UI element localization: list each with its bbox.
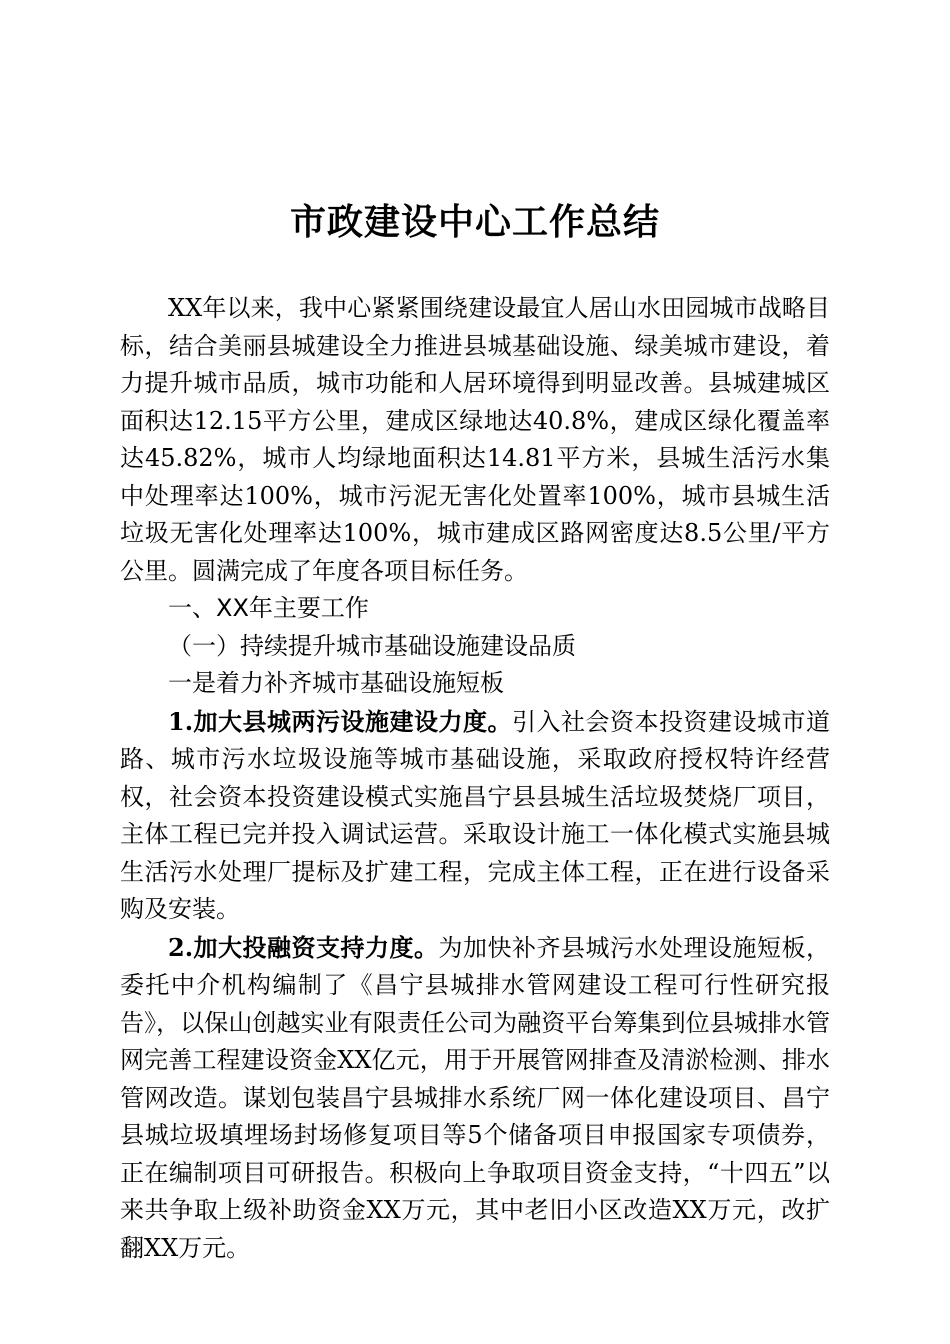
item-1-lead: 1.加大县城两污设施建设力度。 — [168, 706, 513, 736]
item-1-text: 引入社会资本投资建设城市道路、城市污水垃圾设施等城市基础设施，采取政府授权特许经营权，社会资本投资建设模式实施昌宁县县城生活垃圾焚烧厂项目，主体工程已完并投入调试运营。采取设计施工一体化模式实施县城生活污水处理厂提标及扩建工程，完成主体工程，正在进行设备采购及安装。 — [120, 707, 831, 923]
subsection-heading: （一）持续提升城市基础设施建设品质 — [168, 631, 576, 660]
item-2-lead: 2.加大投融资支持力度。 — [168, 932, 439, 962]
document-body — [120, 290, 830, 1267]
intro-paragraph: XX年以来，我中心紧紧围绕建设最宜人居山水田园城市战略目标，结合美丽县城建设全力推进县城基础设施、绿美城市建设，着力提升城市品质，城市功能和人居环境得到明显改善。县城建城区面积达12.15平方公里，建成区绿地达40.8%，建成区绿化覆盖率达45.82%，城市人均绿地面积达14.81平方米，县城生活污水集中处理率达100%，城市污泥无害化处置率100%，城市县城生活垃圾无害化处理率达100%，城市建成区路网密度达8.5公里/平方公里。圆满完成了年度各项目标任务。 — [120, 294, 830, 585]
item-2-paragraph — [120, 929, 830, 1268]
point-heading: 一是着力补齐城市基础设施短板 — [168, 669, 504, 697]
item-1-paragraph — [120, 703, 830, 929]
document-title: 市政建设中心工作总结 — [289, 201, 660, 243]
section-heading: 一、XX年主要工作 — [168, 594, 369, 622]
item-2-text: 为加快补齐县城污水处理设施短板，委托中介机构编制了《昌宁县城排水管网建设工程可行性研究报告》，以保山创越实业有限责任公司为融资平台筹集到位县城排水管网完善工程建设资金XX亿元，用于开展管网排查及清淤检测、排水管网改造。谋划包装昌宁县城排水系统厂网一体化建设项目、昌宁县城垃圾填埋场封场修复项目等5个储备项目申报国家专项债券，正在编制项目可研报告。积极向上争取项目资金支持，“十四五”以来共争取上级补助资金XX万元，其中老旧小区改造XX万元，改扩翻XX万元。 — [120, 933, 830, 1262]
